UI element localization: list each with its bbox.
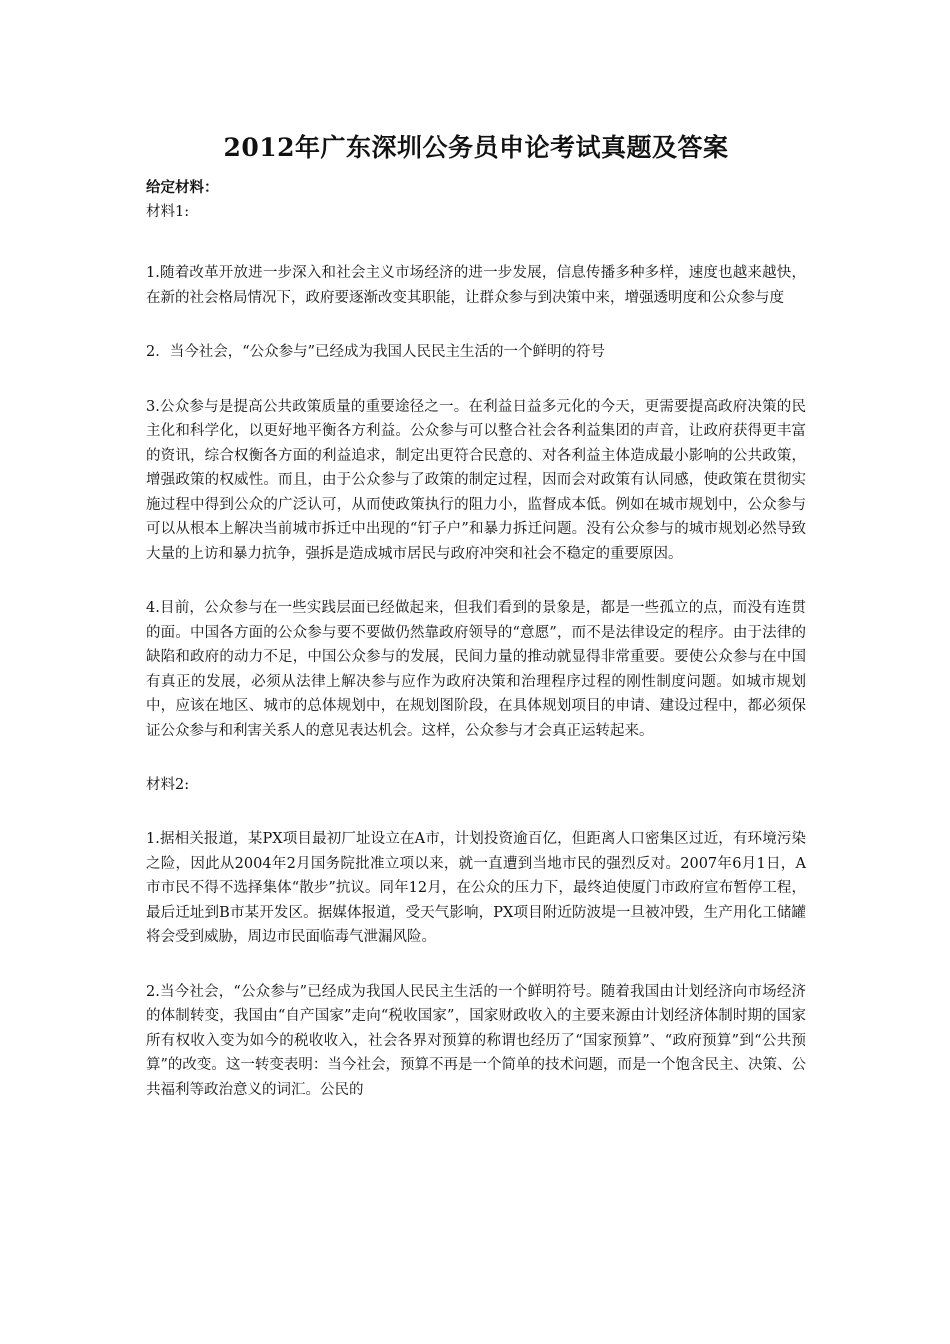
material-2-label: 材料2: [146,777,190,793]
document-body [146,128,806,1102]
page-title: 2012年广东深圳公务员申论考试真题及答案 [223,133,729,162]
given-materials-label: 给定材料： [146,179,219,196]
material-1-paragraph-2: 2．当今社会，“公众参与”已经成为我国人民民主生活的一个鲜明的符号 [146,344,606,360]
material-1-paragraph-4: 4.目前，公众参与在一些实践层面已经做起来，但我们看到的景象是，都是一些孤立的点，而没有连贯的面。中国各方面的公众参与要不要做仍然靠政府领导的“意愿”，而不是法律设定的程序。由于法律的缺陷和政府的动力不足，中国公众参与的发展，民间力量的推动就显得非常重要。要使公众参与在中国有真正的发展，必须从法律上解决参与应作为政府决策和治理程序过程的刚性制度问题。如城市规划中，应该在地区、城市的总体规划中，在规划图阶段，在具体规划项目的申请、建设过程中，都必须保证公众参与和利害关系人的意见表达机会。这样，公众参与才会真正运转起来。 [146,600,806,739]
material-2-paragraph-2: 2.当今社会，“公众参与”已经成为我国人民民主生活的一个鲜明符号。随着我国由计划经济向市场经济的体制转变，我国由“自产国家”走向“税收国家”，国家财政收入的主要来源由计划经济体制时期的国家所有权收入变为如今的税收收入，社会各界对预算的称谓也经历了“国家预算”、“政府预算”到“公共预算”的改变。这一转变表明：当今社会，预算不再是一个简单的技术问题，而是一个饱含民主、决策、公共福利等政治意义的词汇。公民的 [146,983,806,1098]
material-1-paragraph-1: 1.随着改革开放进一步深入和社会主义市场经济的进一步发展，信息传播多种多样，速度也越来越快，在新的社会格局情况下，政府要逐渐改变其职能，让群众参与到决策中来，增强透明度和公众参与度 [146,265,806,306]
material-1-paragraph-3: 3.公众参与是提高公共政策质量的重要途径之一。在利益日益多元化的今天，更需要提高政府决策的民主化和科学化，以更好地平衡各方利益。公众参与可以整合社会各利益集团的声音，让政府获得更丰富的资讯，综合权衡各方面的利益追求，制定出更符合民意的、对各利益主体造成最小影响的公共政策，增强政策的权威性。而且，由于公众参与了政策的制定过程，因而会对政策有认同感，使政策在贯彻实施过程中得到公众的广泛认可，从而使政策执行的阻力小，监督成本低。例如在城市规划中，公众参与可以从根本上解决当前城市拆迁中出现的“钉子户”和暴力拆迁问题。没有公众参与的城市规划必然导致大量的上访和暴力抗争，强拆是造成城市居民与政府冲突和社会不稳定的重要原因。 [146,398,806,562]
material-1-label: 材料1: [146,204,190,220]
material-2-paragraph-1: 1.据相关报道，某PX项目最初厂址设立在A市，计划投资逾百亿，但距离人口密集区过近，有环境污染之险，因此从2004年2月国务院批准立项以来，就一直遭到当地市民的强烈反对。2007年6月1日，A市市民不得不选择集体“散步”抗议。同年12月，在公众的压力下，最终迫使厦门市政府宣布暂停工程，最后迁址到B市某开发区。据媒体报道，受天气影响，PX项目附近防波堤一旦被冲毁，生产用化工储罐将会受到威胁，周边市民面临毒气泄漏风险。 [146,831,806,945]
